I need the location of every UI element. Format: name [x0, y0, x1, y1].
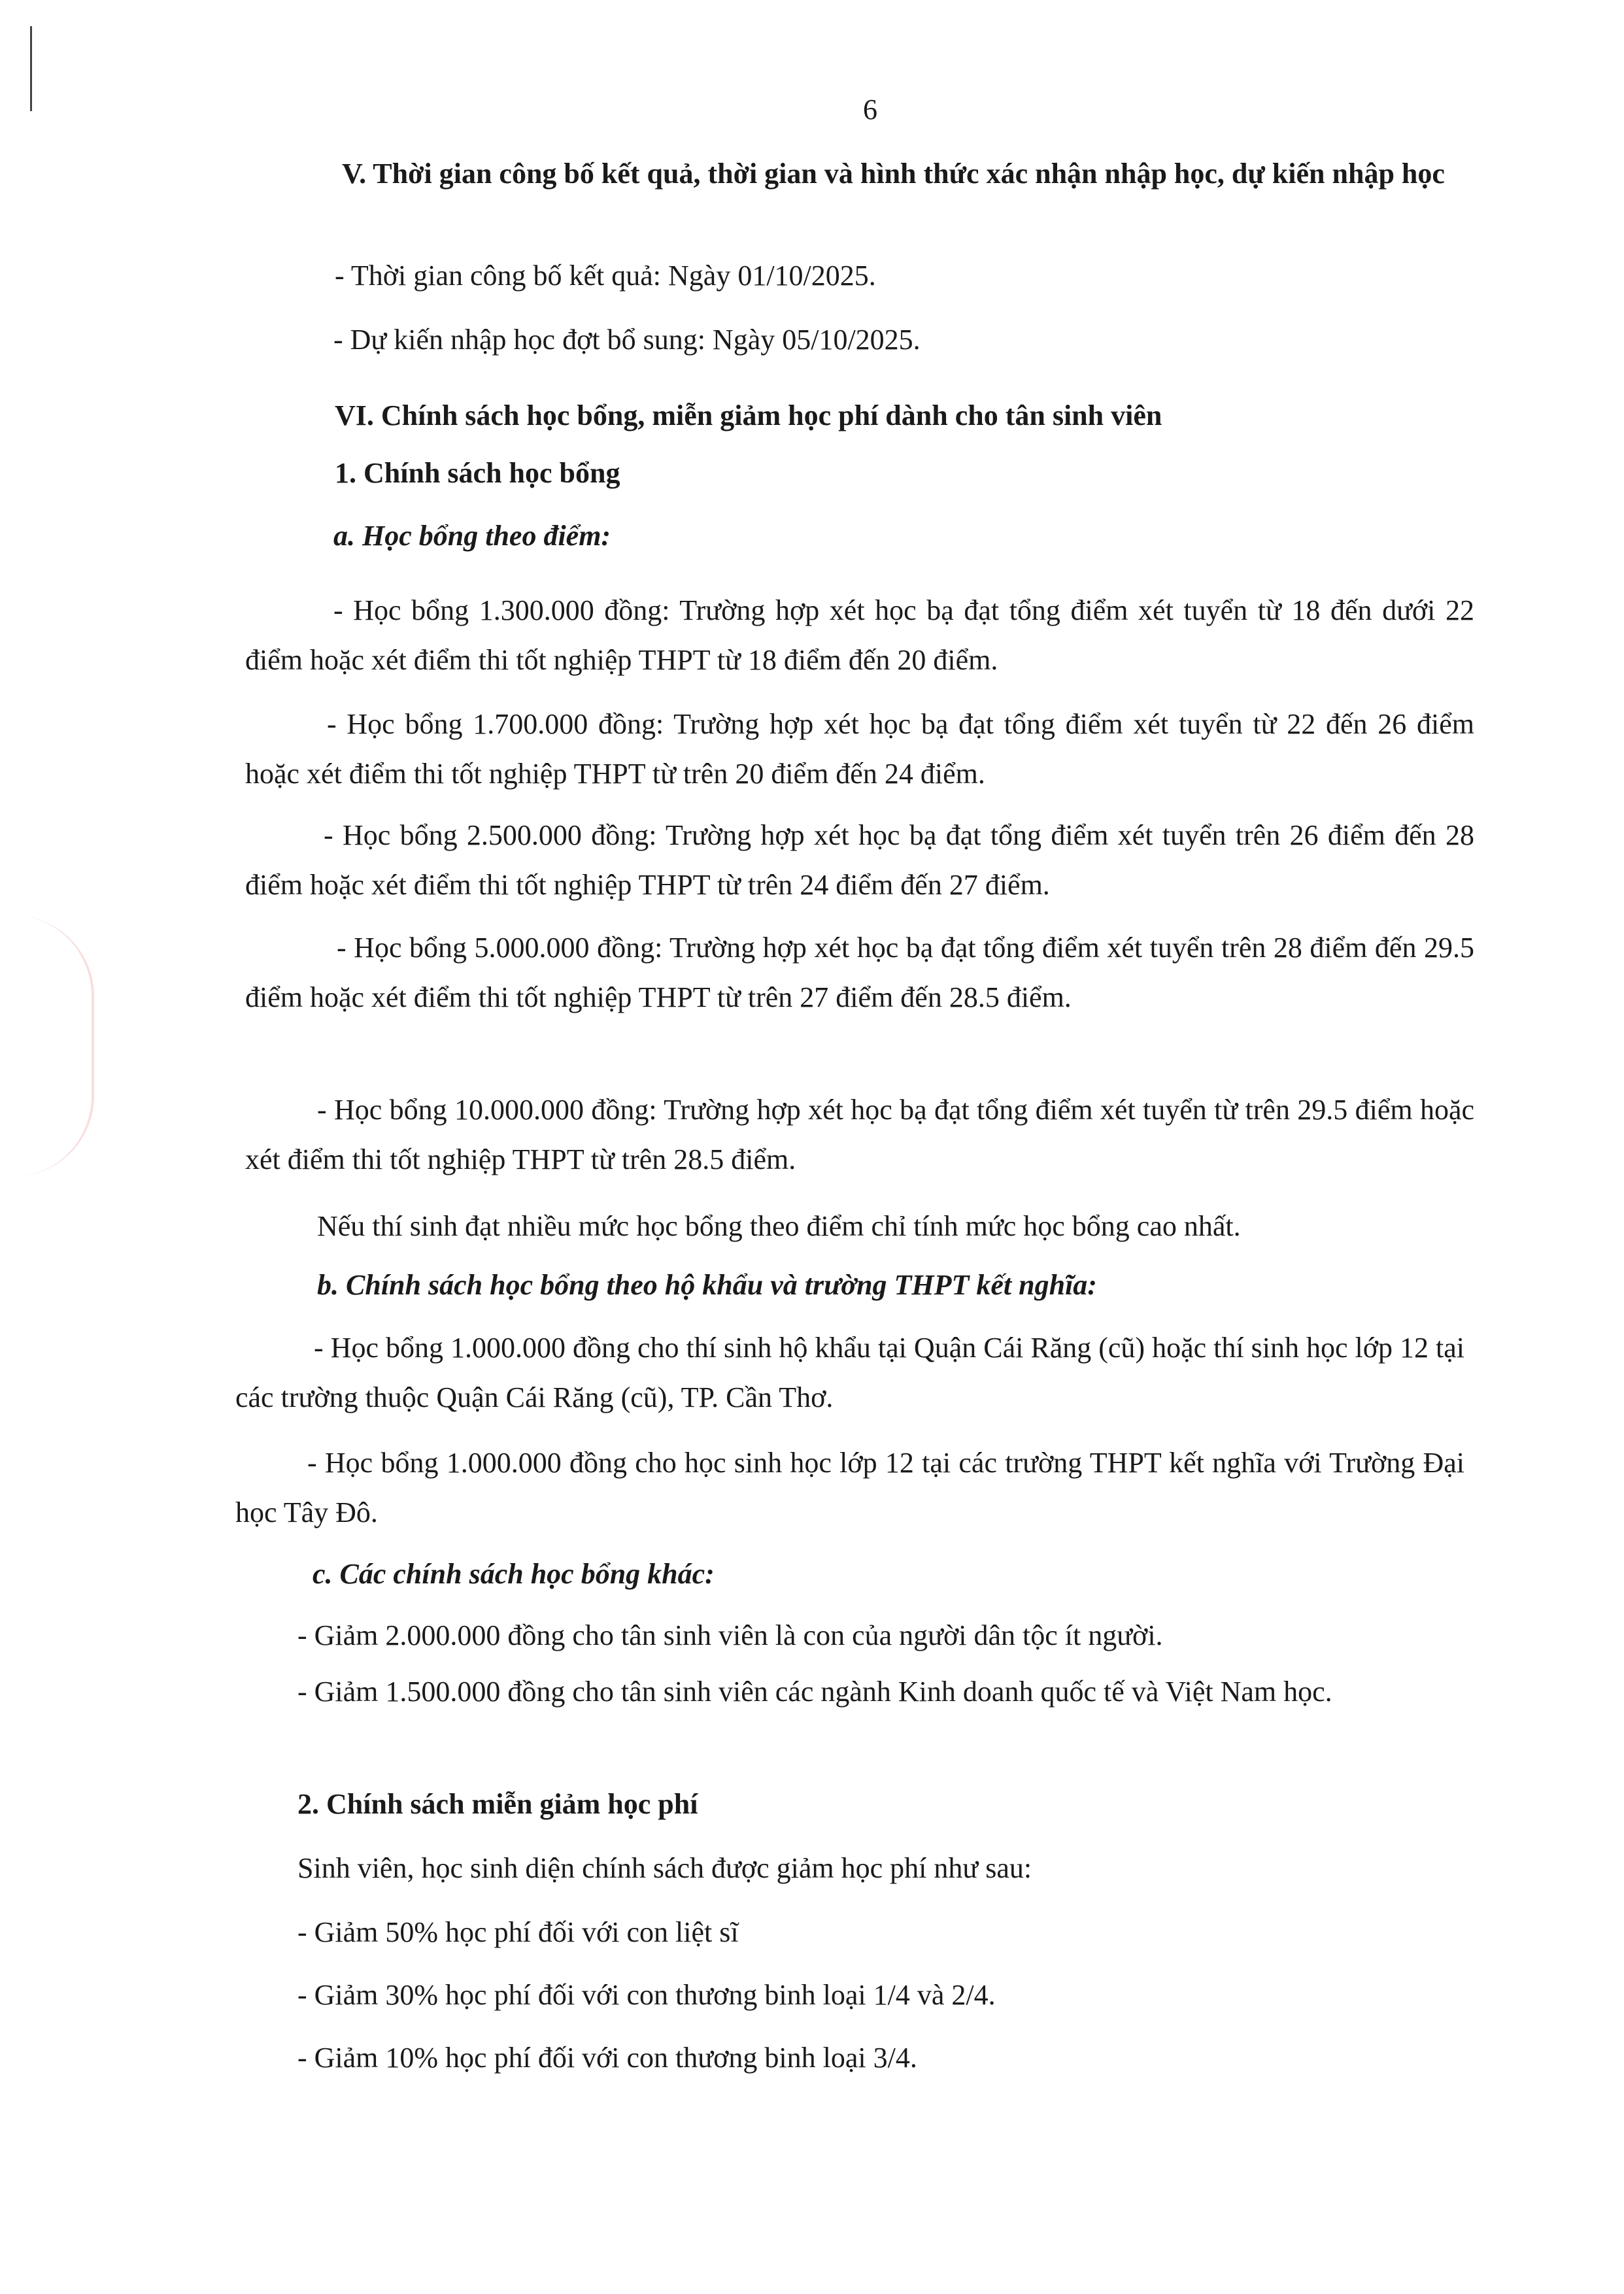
sub1-a-item-3: - Học bổng 2.500.000 đồng: Trường hợp xét học bạ đạt tổng điểm xét tuyển trên 26 điểm đến 28 điểm hoặc xét điểm thi tốt nghiệp THPT từ trên 24 điểm đến 27 điểm. [245, 819, 1474, 901]
sub1-a-item-2: - Học bổng 1.700.000 đồng: Trường hợp xét học bạ đạt tổng điểm xét tuyển từ 22 đến 26 điểm hoặc xét điểm thi tốt nghiệp THPT từ trên 20 điểm đến 24 điểm. [245, 708, 1474, 790]
section-v-item-1: - Thời gian công bố kết quả: Ngày 01/10/2025. [335, 260, 876, 292]
sub2-item-3: - Giảm 10% học phí đối với con thương binh loại 3/4. [297, 2042, 917, 2074]
section-v-item-2: - Dự kiến nhập học đợt bổ sung: Ngày 05/10/2025. [333, 324, 921, 356]
sub1-b-item-1: - Học bổng 1.000.000 đồng cho thí sinh hộ khẩu tại Quận Cái Răng (cũ) hoặc thí sinh học lớp 12 tại các trường thuộc Quận Cái Răng (cũ), TP. Cần Thơ. [235, 1332, 1464, 1413]
sub1-a-item-5: - Học bổng 10.000.000 đồng: Trường hợp xét học bạ đạt tổng điểm xét tuyển từ trên 29.5 điểm hoặc xét điểm thi tốt nghiệp THPT từ trên 28.5 điểm. [245, 1094, 1474, 1175]
sub1-c-item-1: - Giảm 2.000.000 đồng cho tân sinh viên là con của người dân tộc ít người. [297, 1619, 1163, 1651]
sub1-c-heading: c. Các chính sách học bổng khác: [313, 1558, 715, 1590]
sub1-a-item-1: - Học bổng 1.300.000 đồng: Trường hợp xét học bạ đạt tổng điểm xét tuyển từ 18 đến dưới 22 điểm hoặc xét điểm thi tốt nghiệp THPT từ 18 điểm đến 20 điểm. [245, 594, 1474, 676]
sub1-heading: 1. Chính sách học bổng [335, 457, 620, 489]
sub1-a-heading: a. Học bổng theo điểm: [333, 520, 611, 552]
section-v-heading: V. Thời gian công bố kết quả, thời gian và hình thức xác nhận nhập học, dự kiến nhập học [342, 158, 1445, 190]
section-vi-heading: VI. Chính sách học bổng, miễn giảm học phí dành cho tân sinh viên [335, 399, 1162, 431]
sub1-b-heading: b. Chính sách học bổng theo hộ khẩu và trường THPT kết nghĩa: [317, 1269, 1097, 1301]
sub2-heading: 2. Chính sách miễn giảm học phí [297, 1788, 698, 1820]
sub2-item-1: - Giảm 50% học phí đối với con liệt sĩ [297, 1916, 739, 1948]
page-number: 6 [863, 93, 877, 126]
sub1-c-item-2: - Giảm 1.500.000 đồng cho tân sinh viên các ngành Kinh doanh quốc tế và Việt Nam học. [297, 1676, 1332, 1708]
sub1-a-item-4: - Học bổng 5.000.000 đồng: Trường hợp xét học bạ đạt tổng điểm xét tuyển trên 28 điểm đến 29.5 điểm hoặc xét điểm thi tốt nghiệp THPT từ trên 27 điểm đến 28.5 điểm. [245, 932, 1474, 1013]
sub1-a-note: Nếu thí sinh đạt nhiều mức học bổng theo điểm chỉ tính mức học bổng cao nhất. [317, 1210, 1241, 1242]
sub2-intro: Sinh viên, học sinh diện chính sách được giảm học phí như sau: [297, 1852, 1032, 1884]
sub1-b-item-2: - Học bổng 1.000.000 đồng cho học sinh học lớp 12 tại các trường THPT kết nghĩa với Trường Đại học Tây Đô. [235, 1447, 1464, 1528]
sub2-item-2: - Giảm 30% học phí đối với con thương binh loại 1/4 và 2/4. [297, 1979, 996, 2011]
